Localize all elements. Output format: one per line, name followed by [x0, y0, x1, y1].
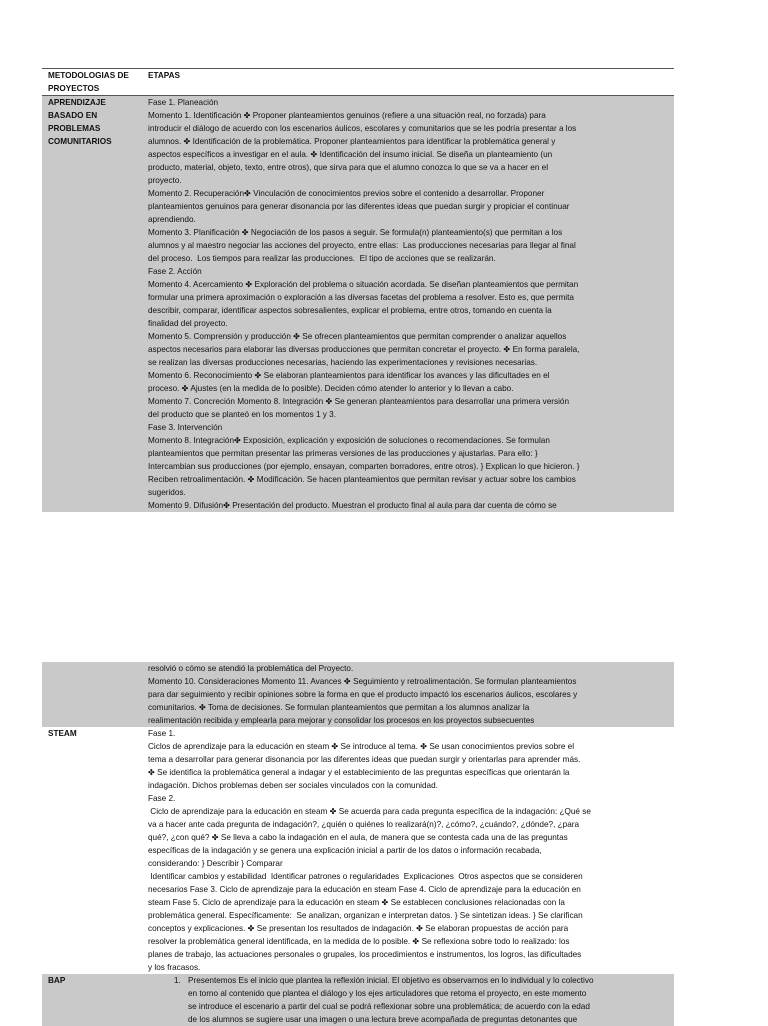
stage-text-line: realimentación recibida y emplearla para mejorar y consolidar los procesos en los proyectos subsecuentes	[148, 716, 535, 725]
header-col1-line: METODOLOGIAS DE	[48, 71, 129, 80]
row-abp-continued	[42, 662, 674, 727]
stage-text-line: planteamientos que permitan presentar las primeras versiones de las producciones y ajustarlas. Para ello: }	[148, 449, 538, 458]
header-col-stages	[146, 69, 674, 95]
stage-text-line: específicas de la indagación y se genera una explicación inicial a partir de los datos o información recabada,	[148, 846, 542, 855]
stage-text-line: de los alumnos se sugiere usar una imagen o una lectura breve acompañada de preguntas detonantes que	[188, 1015, 578, 1024]
stage-text-line: se realizan las diversas producciones necesarias, haciendo las experimentaciones y revisiones necesarias.	[148, 358, 538, 367]
methodology-table-page1	[42, 68, 674, 512]
stage-text-line: proceso. ✤ Ajustes (en la medida de lo posible). Deciden cómo atender lo anterior y lo llevan a cabo.	[148, 384, 514, 393]
stage-text-line: resolvió o cómo se atendió la problemática del Proyecto.	[148, 664, 354, 673]
stage-text-line: considerando: } Describir } Comparar	[148, 859, 283, 868]
abp-cont-label	[42, 662, 146, 727]
abp-label-line: BASADO EN	[48, 111, 98, 120]
stage-text-line: introducir el diálogo de acuerdo con los escenarios áulicos, escolares y comunitarios que se les podría presentar a los	[148, 124, 577, 133]
list-item-text: Presentemos Es el inicio que plantea la reflexión inicial. El objetivo es observarnos en lo individual y lo colectivo	[188, 976, 594, 985]
stage-text-line: finalidad del proyecto.	[148, 319, 228, 328]
bap-label-text: BAP	[48, 976, 66, 985]
stage-text-line: Momento 3. Planificación ✤ Negociación de los pasos a seguir. Se formula(n) planteamiento(s) que permitan a los	[148, 228, 563, 237]
stage-text-line: Fase 2. Acción	[148, 267, 202, 276]
stage-text-line: Fase 1. Planeación	[148, 98, 219, 107]
stage-text-line: tema a desarrollar para generar disonancia por las diferentes ideas que puedan surgir y orientarlas para aprender más.	[148, 755, 581, 764]
stage-text-line: aspectos específicos a investigar en el aula. ✤ Identificación del insumo inicial. Se diseña un planteamiento (un	[148, 150, 553, 159]
abp-label-line: PROBLEMAS	[48, 124, 101, 133]
stage-text-line: necesarios Fase 3. Ciclo de aprendizaje para la educación en steam Fase 4. Ciclo de aprendizaje para la educación en	[148, 885, 581, 894]
stage-text-line: Momento 1. Identificación ✤ Proponer planteamientos genuinos (refiere a una situación real, no forzada) para	[148, 111, 546, 120]
steam-label-text: STEAM	[48, 729, 77, 738]
row-steam	[42, 727, 674, 974]
stage-text-line: indagación. Dichos problemas deben ser sociales vinculados con la comunidad.	[148, 781, 438, 790]
stage-text-line: proyecto.	[148, 176, 182, 185]
stage-text-line: planes de trabajo, las actuaciones personales o grupales, los procedimientos e instrumentos, los logros, las dificultades	[148, 950, 582, 959]
stage-text-line: Fase 3. Intervención	[148, 423, 223, 432]
stage-text-line: Ciclos de aprendizaje para la educación en steam ✤ Se introduce al tema. ✤ Se usan conocimientos previos sobre el	[148, 742, 575, 751]
stage-text-line: aspectos necesarios para elaborar las diversas producciones que permitan concretar el proyecto. ✤ En forma paralela,	[148, 345, 580, 354]
header-col-methodologies	[42, 69, 146, 95]
stage-text-line: sugeridos.	[148, 488, 186, 497]
stage-text-line: en torno al contenido que plantea el diálogo y los ejes articuladores que retoma el proyecto, en este momento	[188, 989, 587, 998]
header-col2-text: ETAPAS	[148, 71, 180, 80]
methodology-table-page2	[42, 662, 674, 1026]
abp-cont-stages	[146, 662, 674, 727]
stage-text-line: del producto que se planteó en los momentos 1 y 3.	[148, 410, 336, 419]
stage-text-line: Intercambian sus producciones (por ejemplo, ensayan, comparten borradores, entre otros). } Explican lo que hicieron. }	[148, 462, 580, 471]
row-bap	[42, 974, 674, 1026]
stage-text-line: Momento 7. Concreción Momento 8. Integración ✤ Se generan planteamientos para desarrollar una primera versión	[148, 397, 570, 406]
table-header	[42, 68, 674, 96]
steam-stages	[146, 727, 674, 974]
bap-stages	[146, 974, 674, 1026]
stage-text-line: Momento 6. Reconocimiento ✤ Se elaboran planteamientos para identificar los avances y las dificultades en el	[148, 371, 550, 380]
stage-text-line: Momento 10. Consideraciones Momento 11. Avances ✤ Seguimiento y retroalimentación. Se formulan planteamientos	[148, 677, 577, 686]
stage-text-line: para dar seguimiento y recibir opiniones sobre la forma en que el producto impactó los escenarios áulicos, escolares y	[148, 690, 578, 699]
stage-text-line: resolver la problemática general identificada, en la medida de lo posible. ✤ Se reflexiona sobre todo lo realizado: los	[148, 937, 570, 946]
stage-text-line: problemática general. Específicamente: Se analizan, organizan e interpretan datos. } Se sintetizan ideas. } Se clarifican	[148, 911, 583, 920]
abp-stages	[146, 96, 674, 512]
stage-text-line: se introduce el escenario a partir del cual se podrá reflexionar sobre una problemática; de acuerdo con la edad	[188, 1002, 590, 1011]
stage-text-line: Fase 2.	[148, 794, 176, 803]
stage-text-line: producto, material, objeto, texto, entre otros), que sirva para que el alumno conozca lo que se va a hacer en el	[148, 163, 549, 172]
stage-text-line: alumnos y al maestro negociar las acciones del proyecto, entre ellas: Las producciones necesarias para llegar al final	[148, 241, 576, 250]
stage-text-line: formular una primera aproximación o exploración a las diversas facetas del problema a resolver. Esto es, que permita	[148, 293, 574, 302]
stage-text-line: steam Fase 5. Ciclo de aprendizaje para la educación en steam ✤ Se establecen conclusiones relacionadas con la	[148, 898, 565, 907]
stage-text-line: conceptos y explicaciones. ✤ Se presentan los resultados de indagación. ✤ Se elaboran propuestas de acción para	[148, 924, 569, 933]
abp-label-line: APRENDIZAJE	[48, 98, 106, 107]
stage-text-line: Ciclo de aprendizaje para la educación en steam ✤ Se acuerda para cada pregunta específica de la indagación: ¿Qué se	[148, 807, 591, 816]
stage-text-line	[148, 974, 674, 987]
steam-label	[42, 727, 146, 974]
stage-text-line: Momento 4. Acercamiento ✤ Exploración del problema o situación acordada. Se diseñan planteamientos que permitan	[148, 280, 579, 289]
stage-text-line: Fase 1.	[148, 729, 176, 738]
stage-text-line: planteamientos genuinos para generar disonancia por las diferentes ideas que puedan surgir y propiciar el continuar	[148, 202, 570, 211]
stage-text-line: Momento 9. Difusión✤ Presentación del producto. Muestran el producto final al aula para dar cuenta de cómo se	[148, 501, 557, 510]
abp-label	[42, 96, 146, 512]
stage-text-line: describir, comparar, identificar aspectos sobresalientes, explicar el problema, entre otros, tomando en cuenta la	[148, 306, 552, 315]
bap-label	[42, 974, 146, 1026]
stage-text-line: Momento 8. Integración✤ Exposición, explicación y exposición de soluciones o recomendaciones. Se formulan	[148, 436, 550, 445]
stage-text-line: qué?, ¿con qué? ✤ Se lleva a cabo la indagación en el aula, de manera que se contesta cada una de las preguntas	[148, 833, 568, 842]
header-col1-line: PROYECTOS	[48, 84, 100, 93]
stage-text-line: alumnos. ✤ Identificación de la problemática. Proponer planteamientos para identificar la problemática general y	[148, 137, 556, 146]
abp-label-line: COMUNITARIOS	[48, 137, 112, 146]
stage-text-line: Momento 5. Comprensión y producción ✤ Se ofrecen planteamientos que permitan comprender o analizar aquellos	[148, 332, 567, 341]
stage-text-line: y los fracasos.	[148, 963, 201, 972]
stage-text-line: ✤ Se identifica la problemática general a indagar y el establecimiento de las preguntas específicas que orientarán la	[148, 768, 570, 777]
stage-text-line: Momento 2. Recuperación✤ Vinculación de conocimientos previos sobre el contenido a desarrollar. Proponer	[148, 189, 545, 198]
stage-text-line: Reciben retroalimentación. ✤ Modificación. Se hacen planteamientos que permitan revisar y actuar sobre los cambios	[148, 475, 576, 484]
stage-text-line: comunitarios. ✤ Toma de decisiones. Se formulan planteamientos que permitan a los alumnos analizar la	[148, 703, 530, 712]
list-number: 1.	[174, 976, 181, 985]
stage-text-line: del proceso. Los tiempos para realizar las producciones. El tipo de acciones que se realizarán.	[148, 254, 496, 263]
stage-text-line: aprendiendo.	[148, 215, 196, 224]
stage-text-line: va a hacer ante cada pregunta de indagación?, ¿quién o quiénes lo realizará(n)?, ¿cómo?, ¿cuándo?, ¿dónde?, ¿para	[148, 820, 580, 829]
row-abp	[42, 96, 674, 512]
stage-text-line: Identificar cambios y estabilidad Identificar patrones o regularidades Explicaciones Otros aspectos que se consideren	[148, 872, 583, 881]
